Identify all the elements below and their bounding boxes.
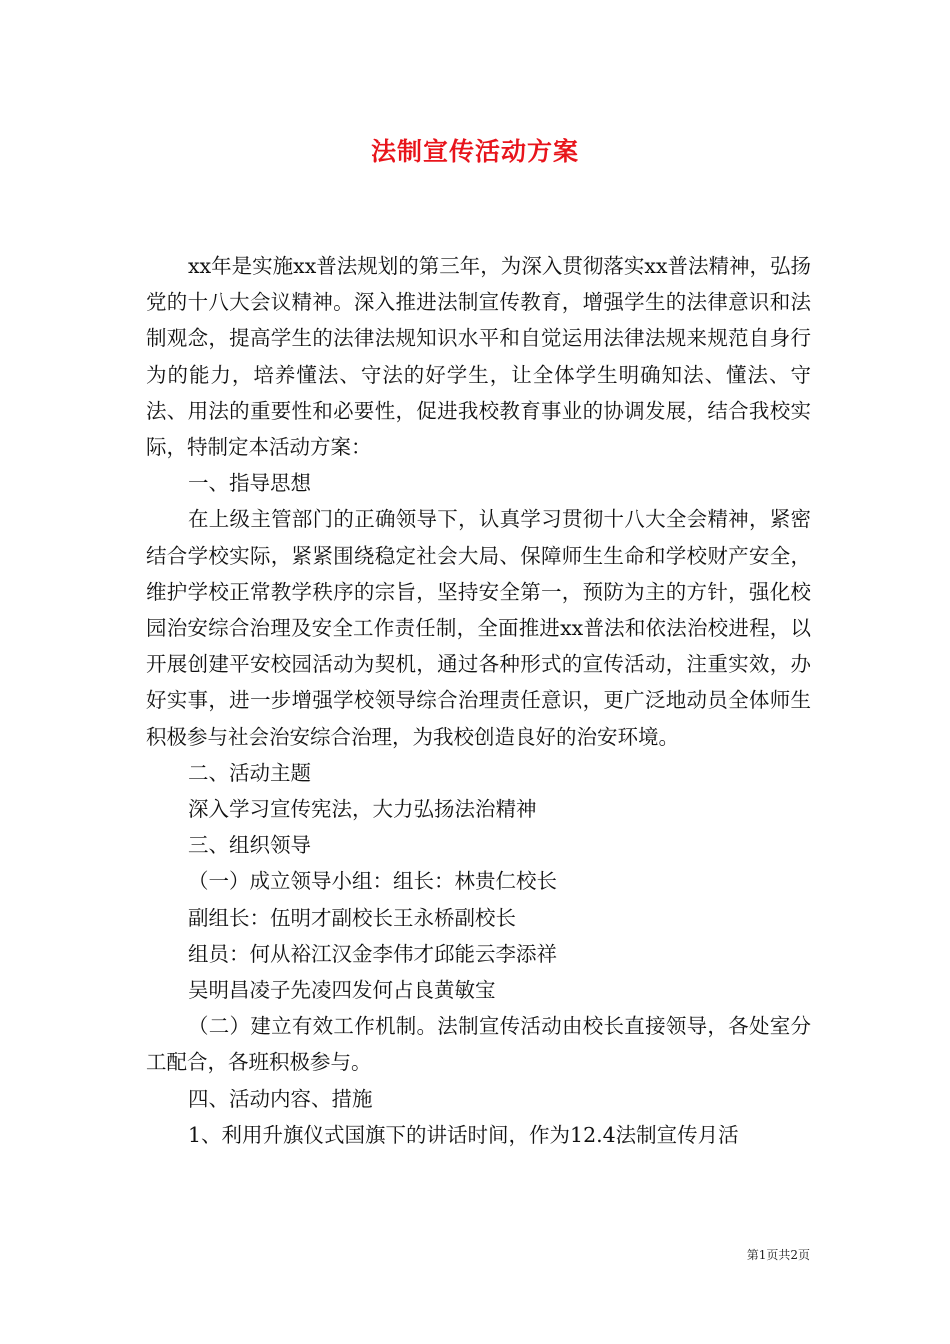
intro-paragraph: xx年是实施xx普法规划的第三年，为深入贯彻落实xx普法精神，弘扬党的十八大会议精神。深入推进法制宣传教育，增强学生的法律意识和法制观念，提高学生的法律法规知识水平和自觉运用法律法规来规范自身行为的能力，培养懂法、守法的好学生，让全体学生明确知法、懂法、守法、用法的重要性和必要性，促进我校教育事业的协调发展，结合我校实际，特制定本活动方案： — [146, 254, 811, 460]
document-body — [146, 248, 811, 1153]
page-number-footer: 第1页共2页 — [746, 1248, 810, 1262]
members-continued-line: 吴明昌凌子先凌四发何占良黄敏宝 — [188, 978, 496, 1003]
members-line: 组员：何从裕江汉金李伟才邱能云李添祥 — [188, 941, 557, 966]
activity-theme-paragraph: 深入学习宣传宪法，大力弘扬法治精神 — [188, 797, 537, 822]
section-heading-organization: 三、组织领导 — [188, 833, 311, 858]
guiding-idea-paragraph: 在上级主管部门的正确领导下，认真学习贯彻十八大全会精神，紧密结合学校实际，紧紧围绕稳定社会大局、保障师生生命和学校财产安全，维护学校正常教学秩序的宗旨，坚持安全第一，预防为主的方针，强化校园治安综合治理及安全工作责任制，全面推进xx普法和依法治校进程，以开展创建平安校园活动为契机，通过各种形式的宣传活动，注重实效，办好实事，进一步增强学校领导综合治理责任意识，更广泛地动员全体师生积极参与社会治安综合治理，为我校创造良好的治安环境。 — [146, 507, 811, 749]
section-heading-activity-content: 四、活动内容、措施 — [188, 1086, 373, 1111]
document-title: 法制宣传活动方案 — [370, 137, 579, 166]
section-heading-activity-theme: 二、活动主题 — [188, 760, 311, 785]
work-mechanism-paragraph: （二）建立有效工作机制。法制宣传活动由校长直接领导，各处室分工配合，各班积极参与。 — [146, 1014, 811, 1075]
deputy-leader-line: 副组长：伍明才副校长王永桥副校长 — [188, 905, 516, 930]
leadership-group-line: （一）成立领导小组：组长：林贵仁校长 — [188, 869, 557, 894]
section-heading-guiding-idea: 一、指导思想 — [188, 471, 311, 496]
activity-item-1: 1、利用升旗仪式国旗下的讲话时间，作为12.4法制宣传月活 — [188, 1122, 739, 1147]
